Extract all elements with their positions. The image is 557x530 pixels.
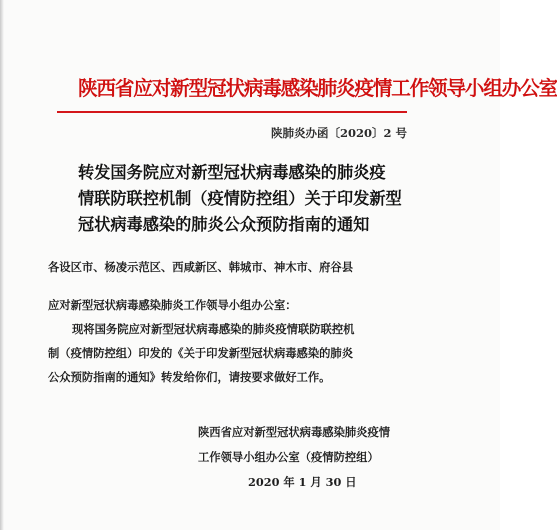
recipients [48, 254, 448, 280]
page-edge-shadow [0, 0, 4, 530]
document-title [78, 160, 418, 238]
title-line: 冠状病毒感染的肺炎公众预防指南的通知 [78, 215, 370, 234]
body-line: 现将国务院应对新型冠状病毒感染的肺炎疫情联防联控机 [72, 322, 355, 336]
header-divider [57, 111, 407, 113]
recipients-line: 各设区市、杨凌示范区、西咸新区、韩城市、神木市、府谷县 [48, 260, 354, 274]
title-line: 转发国务院应对新型冠状病毒感染的肺炎疫 [78, 163, 386, 182]
signature-line: 陕西省应对新型冠状病毒感染肺炎疫情 [198, 425, 391, 439]
signature-block [198, 420, 458, 495]
document-date: 2020 年 1 月 30 日 [248, 475, 357, 489]
body-text [48, 293, 428, 389]
signature-line: 工作领导小组办公室（疫情防控组） [198, 450, 379, 464]
body-line: 公众预防指南的通知》转发给你们，请按要求做好工作。 [48, 370, 331, 384]
body-line: 制（疫情防控组）印发的《关于印发新型冠状病毒感染的肺炎 [48, 346, 354, 360]
document-number: 陕肺炎办函〔2020〕2 号 [271, 126, 408, 140]
document-header: 陕西省应对新型冠状病毒感染肺炎疫情工作领导小组办公室 [78, 76, 557, 100]
title-line: 情联防联控机制（疫情防控组）关于印发新型 [78, 189, 402, 208]
recipients-line: 应对新型冠状病毒感染肺炎工作领导小组办公室： [48, 298, 297, 312]
